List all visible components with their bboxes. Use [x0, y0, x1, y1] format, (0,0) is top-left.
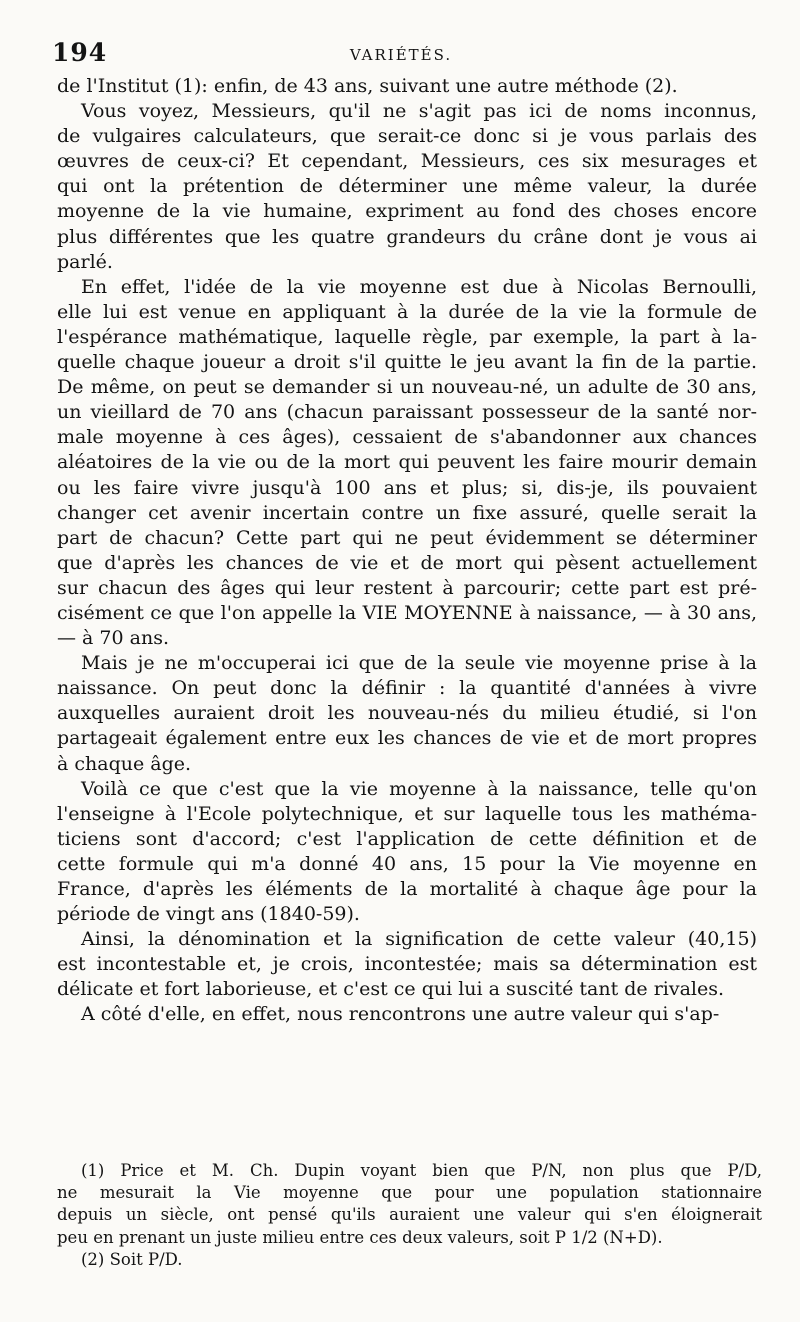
- text-line: de vulgaires calculateurs, que serait-ce donc si je vous parlais des: [57, 125, 757, 148]
- text-line: naissance. On peut donc la définir : la quantité d'années à vivre: [57, 677, 757, 700]
- footnote: [57, 1160, 762, 1249]
- paragraph: [57, 1002, 757, 1027]
- text-line: plus différentes que les quatre grandeurs du crâne dont je vous ai: [57, 225, 757, 248]
- paragraph: [57, 651, 757, 776]
- footnote: [57, 1249, 762, 1271]
- footnote-line: ne mesurait la Vie moyenne que pour une population stationnaire: [57, 1183, 762, 1203]
- paragraph: [57, 74, 757, 99]
- text-line: France, d'après les éléments de la mortalité à chaque âge pour la: [57, 878, 757, 900]
- text-line: moyenne de la vie humaine, expriment au fond des choses encore: [57, 200, 757, 223]
- text-line: à chaque âge.: [57, 752, 192, 775]
- footnote-line: peu en prenant un juste milieu entre ces deux valeurs, soit P 1/2 (N+D).: [57, 1227, 663, 1247]
- paragraph: [57, 927, 757, 1002]
- text-line: un vieillard de 70 ans (chacun paraissant possesseur de la santé nor-: [57, 401, 757, 424]
- text-line: qui ont la prétention de déterminer une même valeur, la durée: [57, 175, 757, 198]
- text-line: Ainsi, la dénomination et la signification de cette valeur (40,15): [81, 928, 757, 951]
- text-line: ou les faire vivre jusqu'à 100 ans et plus; si, dis-je, ils pouvaient: [57, 476, 757, 499]
- text-line: cisément ce que l'on appelle la VIE MOYENNE à naissance, — à 30 ans,: [57, 601, 757, 624]
- footnotes: [57, 1160, 762, 1271]
- text-line: Voilà ce que c'est que la vie moyenne à la naissance, telle qu'on: [81, 777, 757, 800]
- text-line: Mais je ne m'occuperai ici que de la seule vie moyenne prise à la: [81, 652, 757, 675]
- text-line: parlé.: [57, 250, 113, 273]
- text-line: l'enseigne à l'Ecole polytechnique, et sur laquelle tous les mathéma-: [57, 802, 757, 825]
- running-head: VARIÉTÉS.: [349, 46, 453, 64]
- text-line: De même, on peut se demander si un nouveau-né, un adulte de 30 ans,: [57, 376, 757, 399]
- text-line: En effet, l'idée de la vie moyenne est due à Nicolas Bernoulli,: [81, 275, 757, 298]
- text-line: elle lui est venue en appliquant à la durée de la vie la formule de: [57, 300, 757, 323]
- page-number: 194: [52, 38, 108, 67]
- text-line: Vous voyez, Messieurs, qu'il ne s'agit pas ici de noms inconnus,: [81, 100, 757, 123]
- footnote-line: depuis un siècle, ont pensé qu'ils auraient une valeur qui s'en éloignerait: [57, 1205, 762, 1225]
- text-line: A côté d'elle, en effet, nous rencontrons une autre valeur qui s'ap-: [81, 1003, 720, 1026]
- text-line: quelle chaque joueur a droit s'il quitte le jeu avant la fin de la partie.: [57, 351, 757, 374]
- text-line: aléatoires de la vie ou de la mort qui peuvent les faire mourir demain: [57, 451, 757, 474]
- footnote-line: (1) Price et M. Ch. Dupin voyant bien que P/N, non plus que P/D,: [81, 1161, 762, 1180]
- text-line: période de vingt ans (1840-59).: [57, 903, 360, 926]
- text-line: cette formule qui m'a donné 40 ans, 15 pour la Vie moyenne en: [57, 852, 757, 875]
- text-line: changer cet avenir incertain contre un fixe assuré, quelle serait la: [57, 501, 757, 524]
- text-line: sur chacun des âges qui leur restent à parcourir; cette part est pré-: [57, 576, 757, 599]
- text-line: que d'après les chances de vie et de mort qui pèsent actuellement: [57, 551, 757, 574]
- paragraph: [57, 777, 757, 928]
- text-line: auxquelles auraient droit les nouveau-nés du milieu étudié, si l'on: [57, 702, 757, 725]
- footnote-line: (2) Soit P/D.: [81, 1249, 183, 1269]
- body-text: [57, 74, 757, 1028]
- text-line: part de chacun? Cette part qui ne peut évidemment se déterminer: [57, 526, 757, 549]
- text-line: de l'Institut (1): enfin, de 43 ans, suivant une autre méthode (2).: [57, 75, 678, 97]
- page-header: [52, 38, 750, 70]
- paragraph: [57, 99, 757, 275]
- text-line: délicate et fort laborieuse, et c'est ce qui lui a suscité tant de rivales.: [57, 978, 725, 1001]
- paragraph: [57, 275, 757, 651]
- text-line: partageait également entre eux les chances de vie et de mort propres: [57, 727, 757, 750]
- text-line: l'espérance mathématique, laquelle règle, par exemple, la part à la-: [57, 325, 757, 348]
- text-line: œuvres de ceux-ci? Et cependant, Messieurs, ces six mesurages et: [57, 150, 757, 173]
- text-line: male moyenne à ces âges), cessaient de s'abandonner aux chances: [57, 426, 757, 449]
- text-line: ticiens sont d'accord; c'est l'application de cette définition et de: [57, 827, 757, 850]
- text-line: est incontestable et, je crois, incontestée; mais sa détermination est: [57, 953, 757, 976]
- text-line: — à 70 ans.: [57, 627, 169, 650]
